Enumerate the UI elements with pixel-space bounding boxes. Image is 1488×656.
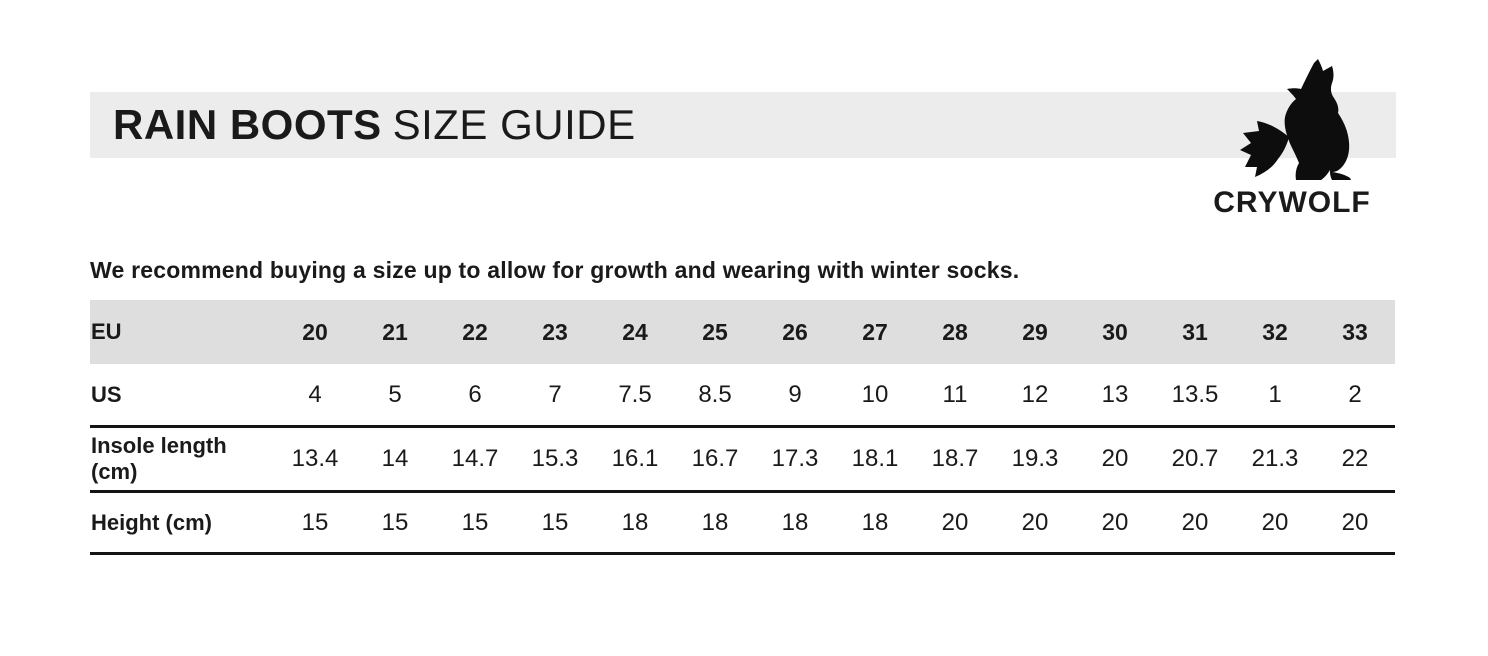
- us-size-cell: 9: [788, 380, 802, 408]
- eu-size-label: EU: [91, 319, 122, 344]
- boot-height-cell: 18: [621, 508, 649, 536]
- us-size-cell: 7: [548, 380, 562, 408]
- eu-size-cell: 25: [702, 318, 728, 345]
- eu-size-cell: 27: [862, 318, 888, 345]
- us-size-cell: 13: [1101, 380, 1129, 408]
- insole-length-cell: 15.3: [531, 445, 579, 472]
- insole-length-cell: 21.3: [1251, 445, 1299, 472]
- insole-length-cell: 20.7: [1171, 445, 1219, 472]
- us-size-cell: 11: [942, 380, 968, 408]
- boot-height-label: Height (cm): [91, 509, 212, 535]
- eu-size-cell: 22: [462, 318, 488, 345]
- us-size-label: US: [91, 381, 122, 407]
- table-row-us: [90, 364, 1395, 428]
- howling-wolf-icon: [1235, 55, 1355, 185]
- eu-size-cell: 24: [622, 318, 648, 345]
- boot-height-cell: 18: [701, 508, 729, 536]
- eu-size-cell: 30: [1102, 318, 1128, 345]
- table-row-height: [90, 493, 1395, 555]
- eu-size-cell: 32: [1262, 318, 1288, 345]
- insole-length-cell: 18.1: [851, 445, 899, 472]
- insole-length-cell: 13.4: [291, 445, 339, 472]
- insole-length-cell: 14: [381, 445, 409, 472]
- eu-size-cell: 21: [382, 318, 408, 345]
- boot-height-cell: 15: [461, 508, 489, 536]
- eu-size-cell: 23: [542, 318, 568, 345]
- us-size-cell: 10: [861, 380, 889, 408]
- us-size-cell: 4: [308, 380, 322, 408]
- us-size-cell: 6: [468, 380, 482, 408]
- us-size-cell: 7.5: [618, 380, 652, 408]
- eu-size-cell: 31: [1182, 318, 1208, 345]
- table-row-eu: [90, 300, 1395, 364]
- insole-length-cell: 20: [1101, 445, 1129, 472]
- insole-length-label: Insole length (cm): [91, 433, 227, 484]
- us-size-cell: 2: [1348, 380, 1362, 408]
- insole-length-cell: 18.7: [931, 445, 979, 472]
- page-title-suffix: SIZE GUIDE: [392, 101, 636, 148]
- eu-size-cell: 29: [1022, 318, 1048, 345]
- eu-size-cell: 26: [782, 318, 808, 345]
- us-size-cell: 1: [1268, 380, 1282, 408]
- eu-size-cell: 20: [302, 318, 328, 345]
- boot-height-cell: 20: [941, 508, 969, 536]
- boot-height-cell: 20: [1341, 508, 1369, 536]
- boot-height-cell: 15: [301, 508, 329, 536]
- insole-length-cell: 22: [1341, 445, 1369, 472]
- size-table: [90, 300, 1395, 555]
- insole-length-cell: 17.3: [771, 445, 819, 472]
- eu-size-cell: 33: [1342, 318, 1368, 345]
- size-note: We recommend buying a size up to allow for growth and wearing with winter socks.: [90, 257, 1020, 283]
- boot-height-cell: 20: [1101, 508, 1129, 536]
- insole-length-cell: 16.7: [691, 445, 739, 472]
- us-size-cell: 13.5: [1171, 380, 1219, 408]
- us-size-cell: 8.5: [698, 380, 732, 408]
- boot-height-cell: 20: [1261, 508, 1289, 536]
- boot-height-cell: 15: [541, 508, 569, 536]
- brand-wordmark: CRYWOLF: [1213, 186, 1371, 219]
- page-title: [90, 101, 636, 148]
- insole-length-cell: 16.1: [611, 445, 659, 472]
- boot-height-cell: 18: [781, 508, 809, 536]
- insole-length-cell: 19.3: [1011, 445, 1059, 472]
- insole-length-cell: 14.7: [451, 445, 499, 472]
- boot-height-cell: 15: [381, 508, 409, 536]
- us-size-cell: 12: [1021, 380, 1049, 408]
- boot-height-cell: 20: [1021, 508, 1049, 536]
- title-band: [90, 92, 1396, 158]
- us-size-cell: 5: [388, 380, 402, 408]
- boot-height-cell: 18: [861, 508, 889, 536]
- eu-size-cell: 28: [942, 318, 968, 345]
- page-title-product: RAIN BOOTS: [113, 101, 382, 148]
- table-row-insole-length: [90, 428, 1395, 493]
- boot-height-cell: 20: [1181, 508, 1209, 536]
